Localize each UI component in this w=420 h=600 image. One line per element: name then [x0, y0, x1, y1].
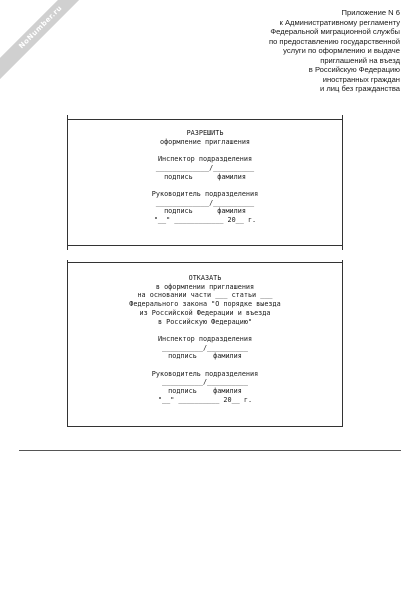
- header-line: и лиц без гражданства: [320, 84, 400, 93]
- stamp-bottom-rule: [67, 426, 343, 427]
- head-signature-line: _____________/__________: [155, 198, 255, 207]
- refuse-stamp-body: [68, 274, 342, 405]
- stamp-bottom-rule: [67, 245, 343, 246]
- corner-tick: [342, 260, 343, 267]
- head-label: Руководитель подразделения: [151, 189, 259, 198]
- inspector-caption: подпись фамилия: [164, 172, 246, 181]
- inspector-label: Инспектор подразделения: [157, 155, 253, 164]
- refuse-text-line: в Российскую Федерацию": [157, 317, 253, 326]
- corner-tick: [67, 260, 68, 267]
- permit-stamp: [67, 115, 343, 250]
- inspector-caption: подпись фамилия: [168, 352, 242, 361]
- inspector-label: Инспектор подразделения: [157, 334, 253, 343]
- header-line: иностранных граждан: [322, 74, 400, 84]
- refuse-title: ОТКАЗАТЬ: [188, 274, 222, 282]
- document-header: [200, 8, 400, 94]
- inspector-signature-line: __________/__________: [162, 343, 248, 352]
- refuse-text-line: в оформлении приглашения: [155, 282, 255, 291]
- head-caption: подпись фамилия: [164, 207, 246, 216]
- refuse-text-line: Федерального закона "О порядке выезда: [129, 300, 281, 309]
- header-line: услуги по оформлению и выдаче: [283, 46, 400, 55]
- header-line: по предоставлению государственной: [268, 36, 400, 46]
- header-line: к Административному регламенту: [279, 17, 400, 27]
- refuse-stamp: [67, 262, 343, 427]
- watermark-ribbon: NoNumber.ru: [0, 0, 99, 86]
- header-line: Приложение N 6: [341, 8, 400, 17]
- permit-title: РАЗРЕШИТЬ: [186, 129, 224, 137]
- inspector-signature-line: _____________/__________: [155, 163, 255, 172]
- date-line: "__" ____________ 20__ г.: [153, 216, 257, 224]
- header-line: в Российскую Федерацию: [308, 65, 400, 74]
- refuse-text-line: из Российской Федерации и въезда: [139, 308, 271, 317]
- permit-subtitle: оформление приглашения: [159, 137, 251, 146]
- header-line: приглашений на въезд: [320, 55, 400, 65]
- head-signature-line: __________/__________: [162, 378, 248, 387]
- page-bottom-rule: [19, 450, 401, 451]
- stamp-top-rule: [67, 119, 343, 120]
- date-line: "__" __________ 20__ г.: [157, 395, 253, 404]
- header-line: Федеральной миграционной службы: [270, 27, 400, 36]
- stamp-top-rule: [67, 262, 343, 263]
- refuse-text-line: на основании части ___ статьи ___: [137, 291, 273, 300]
- permit-stamp-body: [68, 129, 342, 225]
- head-label: Руководитель подразделения: [151, 369, 259, 378]
- head-caption: подпись фамилия: [168, 387, 242, 396]
